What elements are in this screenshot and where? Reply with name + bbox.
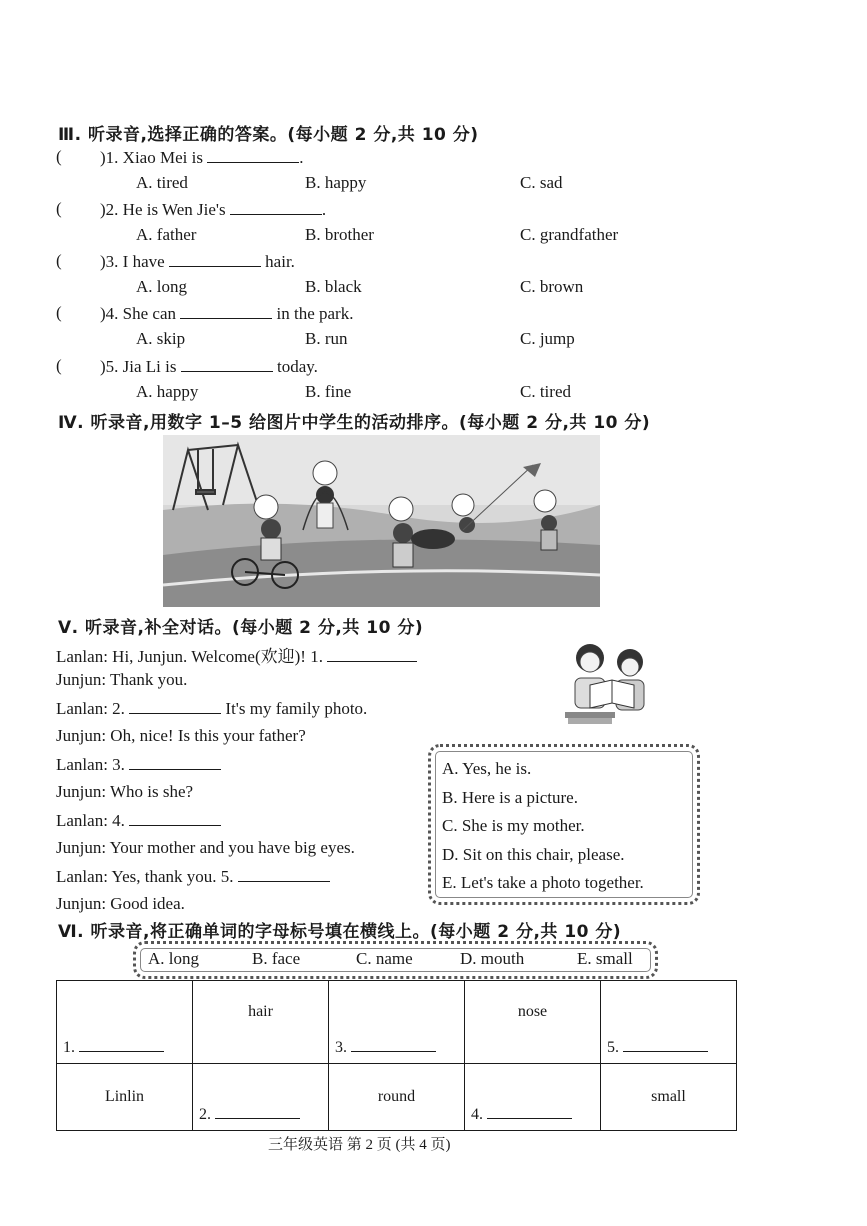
dialogue-line-10: Junjun: Good idea.	[56, 894, 185, 913]
question-4: )4. She can in the park.	[100, 304, 354, 323]
table-cell-linlin: Linlin	[57, 1064, 193, 1131]
option-c: C. jump	[520, 329, 575, 348]
option-a: A. tired	[136, 173, 188, 192]
page-footer: 三年级英语 第 2 页 (共 4 页)	[268, 1137, 451, 1153]
answer-blank[interactable]	[230, 199, 322, 215]
question-3: )3. I have hair.	[100, 252, 295, 271]
section-5-title: Ⅴ. 听录音,补全对话。(每小题 2 分,共 10 分)	[58, 618, 424, 638]
word-d: D. mouth	[460, 949, 525, 968]
children-reading-illustration	[560, 640, 660, 732]
dialogue-line-6: Junjun: Who is she?	[56, 782, 194, 801]
answer-paren: (	[56, 356, 62, 375]
dialogue-line-5: Lanlan: 3.	[56, 754, 221, 775]
table-cell-small: small	[601, 1064, 737, 1131]
section-6-title: Ⅵ. 听录音,将正确单词的字母标号填在横线上。(每小题 2 分,共 10 分)	[58, 922, 622, 942]
option-b: B. happy	[305, 173, 367, 192]
answer-blank[interactable]	[215, 1103, 300, 1119]
word-b: B. face	[252, 949, 301, 968]
answer-blank[interactable]	[207, 147, 299, 163]
answer-blank[interactable]	[487, 1103, 572, 1119]
option-a: A. skip	[136, 329, 186, 348]
answer-blank[interactable]	[79, 1036, 164, 1052]
dialogue-option-a: A. Yes, he is.	[442, 759, 532, 778]
section-3-title: Ⅲ. 听录音,选择正确的答案。(每小题 2 分,共 10 分)	[58, 125, 479, 145]
dialogue-line-4: Junjun: Oh, nice! Is this your father?	[56, 726, 306, 745]
answer-blank[interactable]	[129, 698, 221, 714]
option-a: A. long	[136, 277, 187, 296]
dialogue-line-7: Lanlan: 4.	[56, 810, 221, 831]
dialogue-line-1: Lanlan: Hi, Junjun. Welcome(欢迎)! 1.	[56, 642, 417, 667]
dialogue-option-b: B. Here is a picture.	[442, 788, 578, 807]
table-cell-2: 2.	[193, 1064, 329, 1131]
dialogue-line-2: Junjun: Thank you.	[56, 670, 188, 689]
answer-paren: (	[56, 199, 62, 218]
dialogue-line-3: Lanlan: 2. It's my family photo.	[56, 699, 368, 718]
question-2: )2. He is Wen Jie's .	[100, 200, 327, 219]
option-b: B. fine	[305, 382, 352, 401]
answer-blank[interactable]	[129, 810, 221, 826]
answer-blank[interactable]	[327, 646, 417, 662]
question-1: )1. Xiao Mei is .	[100, 148, 304, 167]
dialogue-option-d: D. Sit on this chair, please.	[442, 845, 625, 864]
dialogue-option-e: E. Let's take a photo together.	[442, 873, 644, 892]
option-a: A. happy	[136, 382, 199, 401]
table-cell-5: 5.	[601, 981, 737, 1064]
word-e: E. small	[577, 949, 633, 968]
option-a: A. father	[136, 225, 197, 244]
face-word-table	[56, 980, 737, 1131]
option-c: C. tired	[520, 382, 571, 401]
question-5: )5. Jia Li is today.	[100, 357, 318, 376]
table-cell-4: 4.	[465, 1064, 601, 1131]
table-cell-round: round	[329, 1064, 465, 1131]
option-c: C. grandfather	[520, 225, 619, 244]
option-b: B. brother	[305, 225, 374, 244]
answer-paren: (	[56, 251, 62, 270]
table-cell-nose: nose	[465, 981, 601, 1064]
answer-blank[interactable]	[169, 251, 261, 267]
answer-paren: (	[56, 303, 62, 322]
answer-blank[interactable]	[129, 754, 221, 770]
word-a: A. long	[148, 949, 199, 968]
table-row	[57, 981, 737, 1064]
table-row	[57, 1064, 737, 1131]
park-activities-picture	[163, 435, 600, 607]
table-cell-3: 3.	[329, 981, 465, 1064]
answer-blank[interactable]	[623, 1036, 708, 1052]
table-cell-hair: hair	[193, 981, 329, 1064]
option-c: C. sad	[520, 173, 563, 192]
answer-blank[interactable]	[238, 866, 330, 882]
word-c: C. name	[356, 949, 413, 968]
dialogue-line-8: Junjun: Your mother and you have big eyes.	[56, 838, 355, 857]
answer-blank[interactable]	[351, 1036, 436, 1052]
answer-paren: (	[56, 147, 62, 166]
section-4-title: Ⅳ. 听录音,用数字 1–5 给图片中学生的活动排序。(每小题 2 分,共 10 分)	[58, 413, 651, 433]
answer-blank[interactable]	[181, 356, 273, 372]
dialogue-option-c: C. She is my mother.	[442, 816, 585, 835]
option-b: B. run	[305, 329, 348, 348]
option-b: B. black	[305, 277, 362, 296]
table-cell-1: 1.	[57, 981, 193, 1064]
dialogue-line-9: Lanlan: Yes, thank you. 5.	[56, 866, 330, 887]
answer-blank[interactable]	[180, 303, 272, 319]
option-c: C. brown	[520, 277, 584, 296]
